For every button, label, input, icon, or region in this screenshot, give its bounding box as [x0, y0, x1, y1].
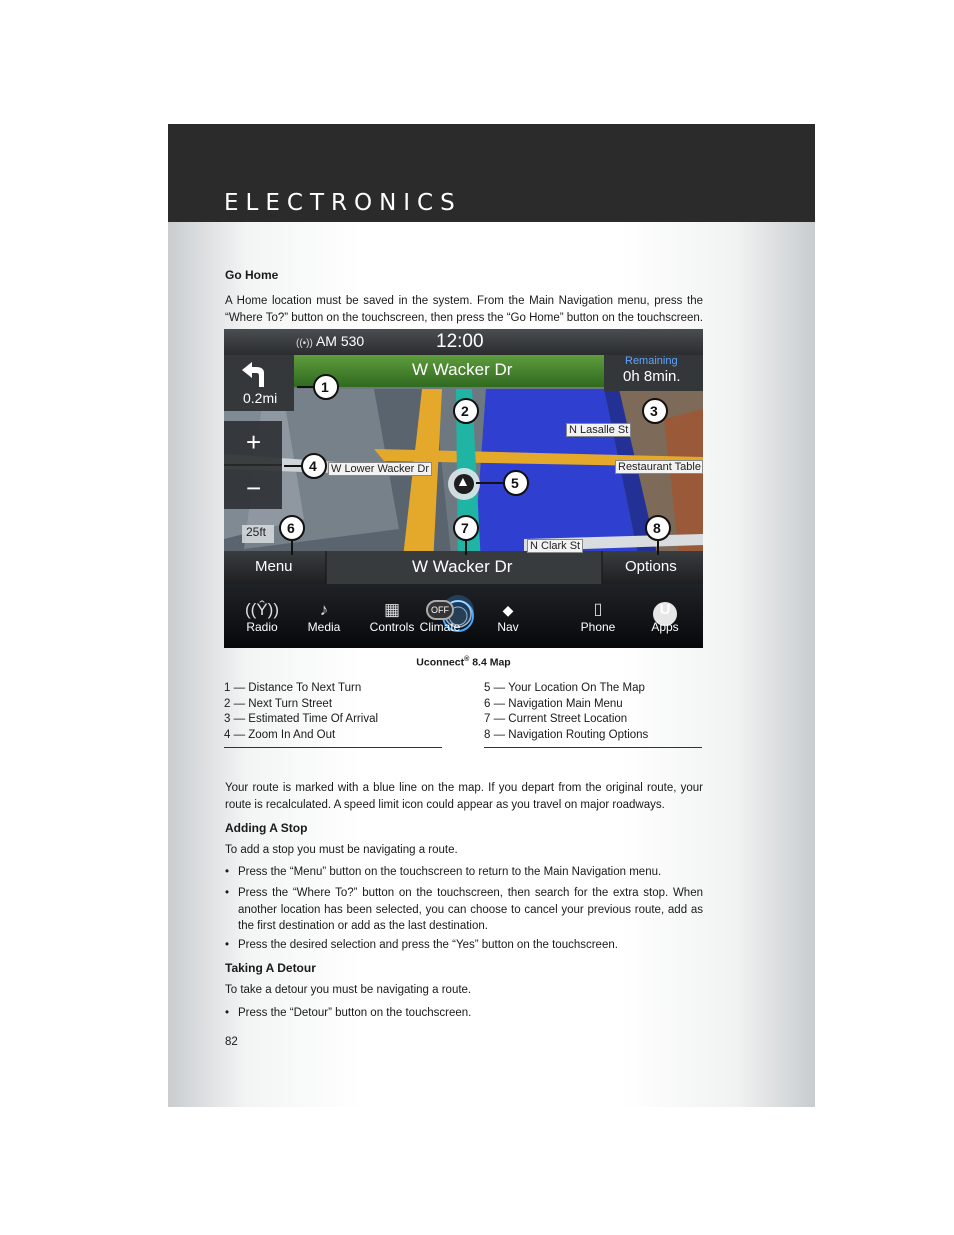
remaining-label: Remaining: [625, 355, 678, 367]
nav-phone[interactable]: ▯ Phone: [576, 600, 620, 634]
zoom-out-button[interactable]: −: [246, 473, 262, 503]
radio-icon: ((Ŷ)): [245, 600, 279, 619]
menu-button[interactable]: Menu: [255, 558, 293, 575]
callout-7: 7: [461, 520, 469, 536]
next-turn-street: W Wacker Dr: [412, 360, 513, 379]
bullet-item: • Press the “Menu” button on the touchscreen to return to the Main Navigation menu.: [225, 866, 662, 878]
legend-left: [224, 681, 442, 748]
bullet-item: • Press the “Detour” button on the touchscreen.: [225, 1007, 472, 1019]
legend-right: [484, 681, 702, 748]
street-label: W Lower Wacker Dr: [328, 462, 432, 476]
street-label: N Clark St: [527, 539, 583, 553]
map-scale: 25ft: [246, 525, 267, 539]
apps-icon: U: [659, 601, 671, 618]
radio-station-indicator: ((•)) AM 530: [296, 333, 365, 349]
media-icon: ♪: [319, 600, 329, 619]
callout-4: 4: [309, 458, 317, 474]
current-street: W Wacker Dr: [412, 557, 513, 576]
figure-caption: Uconnect® 8.4 Map: [416, 656, 511, 669]
legend-item: 3 — Estimated Time Of Arrival: [224, 713, 379, 725]
eta-value[interactable]: 0h 8min.: [623, 368, 681, 385]
nav-nav[interactable]: ◆ Nav: [488, 600, 528, 634]
street-label: Restaurant Table: [615, 460, 703, 474]
legend-item: 6 — Navigation Main Menu: [484, 697, 623, 710]
legend-item: 5 — Your Location On The Map: [484, 682, 645, 694]
callout-2: 2: [461, 403, 469, 419]
go-home-heading: Go Home: [225, 268, 279, 282]
bullet-item: • Press the “Where To?” button on the touchscreen, then search for the extra stop. When another location has been selected, you can choose to cancel your previous route, add as the first destination or add as the last destination.: [225, 887, 703, 932]
options-button[interactable]: Options: [625, 558, 677, 575]
callout-1: 1: [321, 379, 329, 395]
street-label: N Lasalle St: [566, 423, 631, 437]
legend-item: 8 — Navigation Routing Options: [484, 728, 649, 741]
nav-controls[interactable]: ▦ Controls: [364, 600, 420, 634]
callout-6: 6: [287, 520, 295, 536]
legend-item: 1 — Distance To Next Turn: [224, 682, 362, 694]
nav-radio[interactable]: ((Ŷ)) Radio: [242, 600, 282, 634]
nav-climate[interactable]: OFF Climate: [414, 600, 466, 634]
bullet-item: • Press the desired selection and press the “Yes” button on the touchscreen.: [225, 939, 618, 951]
page-number: 82: [225, 1036, 238, 1048]
callout-3: 3: [650, 403, 658, 419]
climate-icon: OFF: [414, 600, 466, 620]
callout-8: 8: [653, 520, 661, 536]
nav-media[interactable]: ♪ Media: [304, 600, 344, 634]
adding-stop-heading: Adding A Stop: [225, 821, 308, 835]
route-paragraph: Your route is marked with a blue line on the map. If you depart from the original route, your route is recalculated. A speed limit icon could appear as you travel on major roadways.: [225, 782, 703, 811]
controls-icon: ▦: [383, 600, 401, 619]
legend-item: 7 — Current Street Location: [484, 713, 628, 725]
go-home-body: A Home location must be saved in the system. From the Main Navigation menu, press the “Where To?” button on the touchscreen, then press the “Go Home” button on the touchscreen.: [225, 295, 703, 324]
nav-icon: ◆: [502, 602, 514, 618]
callout-5: 5: [511, 475, 519, 491]
distance-to-turn[interactable]: 0.2mi: [243, 390, 278, 406]
detour-heading: Taking A Detour: [225, 961, 316, 975]
legend-item: 4 — Zoom In And Out: [224, 728, 336, 741]
signal-icon: ((•)): [296, 338, 313, 349]
section-title: ELECTRONICS: [224, 190, 462, 216]
current-location-icon: ▲: [456, 473, 470, 489]
legend-item: 2 — Next Turn Street: [224, 697, 333, 710]
detour-intro: To take a detour you must be navigating a route.: [225, 984, 472, 996]
uconnect-map-screen: [224, 329, 703, 648]
clock: 12:00: [436, 331, 484, 352]
nav-apps[interactable]: U Apps: [645, 600, 685, 634]
phone-icon: ▯: [593, 601, 603, 618]
zoom-in-button[interactable]: +: [246, 427, 262, 457]
adding-stop-intro: To add a stop you must be navigating a route.: [225, 844, 458, 856]
